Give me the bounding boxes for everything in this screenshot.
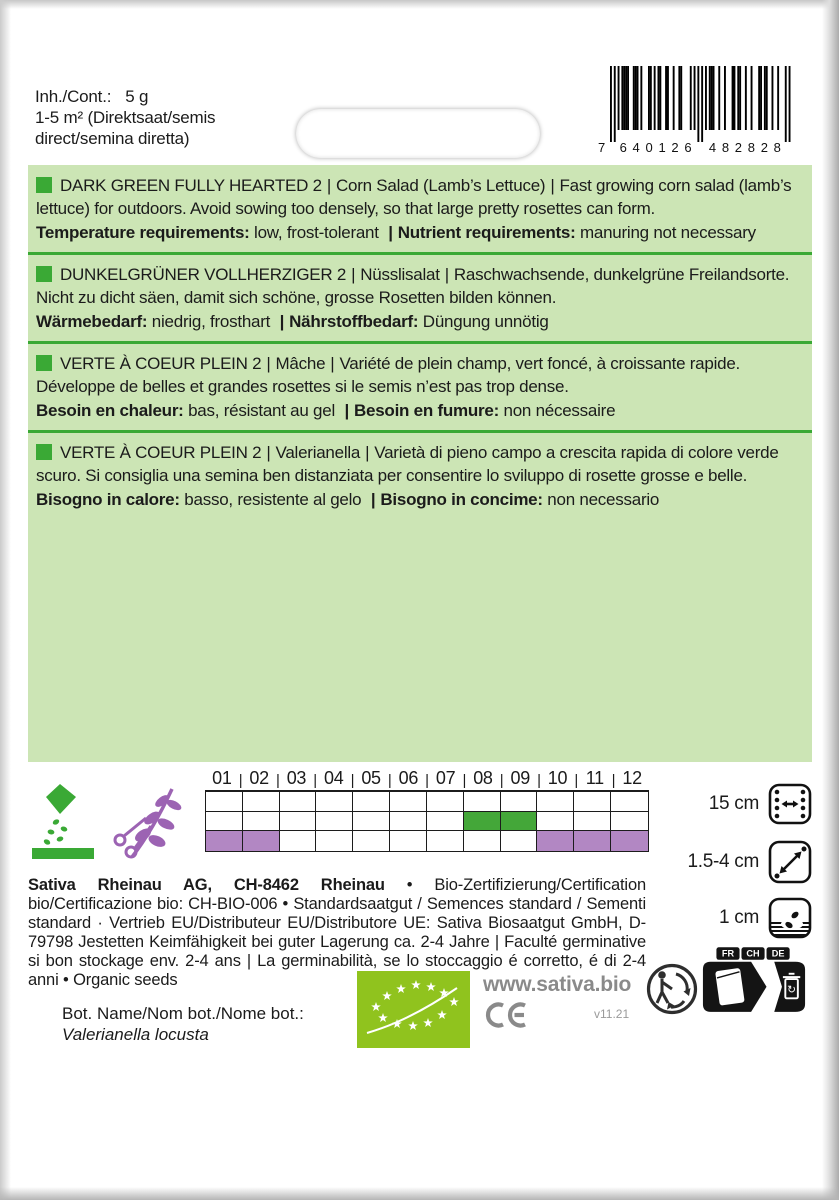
variety-info-block	[28, 165, 812, 762]
calendar-cell-upper-02	[243, 792, 280, 812]
content-label: Inh./Cont.:	[35, 87, 112, 106]
variety-name: VERTE À COEUR PLEIN 2	[60, 443, 262, 462]
svg-text:↻: ↻	[787, 984, 797, 997]
content-amount	[35, 86, 293, 107]
section-divider	[28, 341, 812, 344]
calendar-grid	[205, 790, 649, 852]
month-label: 07	[435, 768, 456, 788]
svg-text:640126: 640126	[619, 140, 692, 155]
plant-spacing-label: 1.5-4 cm	[687, 851, 759, 872]
calendar-cell-harvest-10	[537, 831, 574, 851]
requirement-label: Nutrient requirements:	[397, 223, 576, 242]
harvest-icon	[115, 789, 183, 857]
calendar-cell-harvest-02	[243, 831, 280, 851]
seed-packet-icon	[715, 968, 745, 1006]
pipe-separator: |	[279, 312, 285, 331]
calendar-cell-sowing-06	[390, 812, 427, 832]
calendar-cell-upper-03	[280, 792, 317, 812]
variety-name: DARK GREEN FULLY HEARTED 2	[60, 176, 322, 195]
calendar-cell-sowing-11	[574, 812, 611, 832]
requirement-label: Nährstoffbedarf:	[289, 312, 419, 331]
barcode-block	[596, 64, 792, 161]
content-info	[35, 86, 293, 149]
requirement-value: low, frost-tolerant	[254, 223, 379, 242]
month-label: 01	[212, 768, 232, 788]
calendar-cell-harvest-08	[464, 831, 501, 851]
month-separator: |	[462, 772, 467, 789]
requirements-line	[36, 310, 804, 333]
month-label: 11	[585, 768, 604, 788]
month-separator: |	[537, 772, 541, 789]
pipe-separator: |	[330, 354, 335, 373]
packet-edge-left	[0, 0, 11, 1200]
calendar-cell-upper-11	[574, 792, 611, 812]
month-separator: |	[350, 772, 355, 789]
variety-name: DUNKELGRÜNER VOLLHERZIGER 2	[60, 265, 347, 284]
row-spacing-label: 15 cm	[708, 793, 759, 814]
calendar-cell-sowing-01	[206, 812, 243, 832]
month-separator: |	[238, 772, 243, 789]
green-square-icon	[36, 444, 52, 460]
requirement-value: Düngung unnötig	[422, 312, 549, 331]
coverage-line: 1-5 m² (Direktsaat/semis direct/semina diretta)	[35, 108, 216, 148]
calendar-cell-upper-01	[206, 792, 243, 812]
pipe-separator: |	[266, 354, 271, 373]
pipe-separator: |	[365, 443, 370, 462]
month-separator: |	[275, 772, 280, 789]
requirement-label: Temperature requirements:	[36, 223, 250, 242]
packet-edge-top	[0, 0, 839, 9]
calendar-cell-upper-06	[390, 792, 427, 812]
pipe-separator: |	[351, 265, 356, 284]
requirement-value: niedrig, frosthart	[151, 312, 271, 331]
pipe-separator: |	[326, 176, 331, 195]
requirement-label: Wärmebedarf:	[36, 312, 148, 331]
species-name: Nüsslisalat	[360, 265, 440, 284]
eu-organic-logo	[357, 971, 470, 1048]
month-separator: |	[499, 772, 504, 789]
disposal-sorting-icon	[701, 946, 807, 1016]
pipe-separator: |	[550, 176, 555, 195]
month-label: 09	[510, 768, 530, 788]
month-label: 06	[398, 768, 419, 788]
pipe-separator: |	[266, 443, 271, 462]
calendar-cell-sowing-04	[316, 812, 353, 832]
calendar-cell-harvest-11	[574, 831, 611, 851]
sowing-icon	[32, 784, 94, 859]
species-name: Mâche	[275, 354, 326, 373]
month-separator: |	[425, 772, 429, 789]
calendar-cell-upper-07	[427, 792, 464, 812]
month-label: 03	[286, 768, 307, 788]
version-number: v11.21	[594, 1007, 630, 1021]
requirements-line	[36, 399, 804, 422]
requirement-value: non nécessaire	[503, 401, 616, 420]
calendar-cell-harvest-06	[390, 831, 427, 851]
triman-recycling-icon	[645, 962, 699, 1016]
sow-harvest-icons	[30, 781, 188, 861]
variety-section-fr	[36, 352, 804, 422]
variety-description: Raschwachsende, dunkelgrüne Freilandsorte. Nicht zu dicht säen, damit sich schöne, grosse Rosetten bilden können.	[36, 265, 790, 307]
calendar-cell-upper-10	[537, 792, 574, 812]
requirement-value: bas, résistant au gel	[188, 401, 335, 420]
hang-slot-cutout	[296, 109, 540, 158]
pipe-separator: |	[444, 265, 449, 284]
month-separator: |	[574, 772, 578, 789]
calendar-cell-harvest-01	[206, 831, 243, 851]
calendar-cell-sowing-03	[280, 812, 317, 832]
calendar-cell-sowing-05	[353, 812, 390, 832]
botanical-name-block	[62, 1003, 304, 1045]
green-square-icon	[36, 177, 52, 193]
botanical-name-label: Bot. Name/Nom bot./Nome bot.:	[62, 1004, 304, 1023]
variety-description: Fast growing corn salad (lamb’s lettuce) for outdoors. Avoid sowing too densely, so that large pretty rosettes can form.	[36, 176, 792, 218]
variety-description: Varietà di pieno campo a crescita rapida di colore verde scuro. Si consiglia una semina ben distanziata per consentire lo sviluppo di rosette grosse e belle.	[36, 443, 779, 485]
calendar-cell-upper-04	[316, 792, 353, 812]
calendar-cell-harvest-05	[353, 831, 390, 851]
month-separator: |	[611, 772, 616, 789]
packet-edge-bottom	[0, 1187, 839, 1200]
month-label: 04	[324, 768, 344, 788]
variety-heading	[36, 441, 804, 487]
disposal-tab-de: DE	[771, 948, 785, 959]
month-separator: |	[387, 772, 392, 789]
requirement-value: basso, resistente al gelo	[184, 490, 362, 509]
species-name: Valerianella	[275, 443, 361, 462]
calendar-cell-sowing-07	[427, 812, 464, 832]
requirements-line	[36, 221, 804, 244]
svg-text:482828: 482828	[708, 140, 781, 155]
species-name: Corn Salad (Lamb’s Lettuce)	[335, 176, 546, 195]
month-label: 10	[547, 768, 568, 788]
variety-description: Variété de plein champ, vert foncé, à croissante rapide. Développe de belles et grandes rosettes si le semis n’est pas trop dense.	[36, 354, 740, 396]
disposal-tab-ch: CH	[746, 948, 760, 959]
sowing-depth-info	[640, 897, 812, 939]
requirement-label: Bisogno in calore:	[36, 490, 180, 509]
month-label: 05	[361, 768, 381, 788]
variety-section-it	[36, 441, 804, 511]
row-spacing-info	[640, 783, 812, 825]
calendar-cell-harvest-09	[501, 831, 538, 851]
calendar-cell-upper-09	[501, 792, 538, 812]
pipe-separator: |	[370, 490, 376, 509]
green-square-icon	[36, 355, 52, 371]
content-value: 5 g	[125, 87, 149, 106]
plant-spacing-info	[640, 840, 812, 884]
month-label: 08	[473, 768, 493, 788]
section-divider	[28, 252, 812, 255]
calendar-cell-upper-05	[353, 792, 390, 812]
green-square-icon	[36, 266, 52, 282]
sowing-depth-label: 1 cm	[719, 907, 759, 928]
calendar-cell-upper-08	[464, 792, 501, 812]
plant-spacing-icon	[768, 840, 812, 884]
website-url: www.sativa.bio	[483, 973, 632, 996]
packet-edge-right	[822, 0, 839, 1200]
variety-name: VERTE À COEUR PLEIN 2	[60, 354, 262, 373]
calendar-cell-harvest-04	[316, 831, 353, 851]
requirement-label: Besoin en chaleur:	[36, 401, 184, 420]
ce-mark-icon	[483, 1001, 529, 1029]
variety-heading	[36, 263, 804, 309]
pipe-separator: |	[388, 223, 393, 242]
botanical-name: Valerianella locusta	[62, 1025, 209, 1044]
company-details: • Bio-Zertifizierung/Certification bio/Certificazione bio: CH-BIO-006 • Standardsaatgut / Semences standard / Sementi standard · Vertrieb EU/Distributeur EU/Distributore UE: Sativa Biosaatgut GmbH, D-79798 Jestetten Keimfähigkeit bei guter Lagerung ca. 2-4 Jahre | Faculté germinative si bon stockage env. 2-4 ans | La germinabilità, se lo stoccaggio é corretto, é di 2-4 anni • Organic seeds	[28, 875, 646, 989]
variety-heading	[36, 352, 804, 398]
month-separator: |	[313, 772, 317, 789]
requirement-value: non necessario	[547, 490, 660, 509]
calendar-cell-sowing-08	[464, 812, 501, 832]
company-name: Sativa Rheinau AG, CH-8462 Rheinau	[28, 875, 385, 894]
month-label: 02	[249, 768, 269, 788]
variety-section-en	[36, 174, 804, 244]
calendar-cell-sowing-09	[501, 812, 538, 832]
month-label: 12	[622, 768, 642, 788]
calendar-cell-harvest-03	[280, 831, 317, 851]
section-divider	[28, 430, 812, 433]
pipe-separator: |	[344, 401, 349, 420]
variety-section-de	[36, 263, 804, 333]
requirement-label: Bisogno in concime:	[380, 490, 543, 509]
row-spacing-icon	[768, 783, 812, 825]
requirements-line	[36, 488, 804, 511]
calendar-cell-sowing-02	[243, 812, 280, 832]
sowing-depth-icon	[768, 897, 812, 939]
disposal-tab-fr: FR	[721, 948, 735, 959]
calendar-cell-harvest-07	[427, 831, 464, 851]
barcode	[596, 64, 792, 156]
requirement-label: Besoin en fumure:	[354, 401, 499, 420]
calendar-cell-sowing-10	[537, 812, 574, 832]
calendar-months	[205, 767, 649, 789]
requirement-value: manuring not necessary	[579, 223, 756, 242]
variety-heading	[36, 174, 804, 220]
svg-text:7: 7	[598, 140, 606, 155]
